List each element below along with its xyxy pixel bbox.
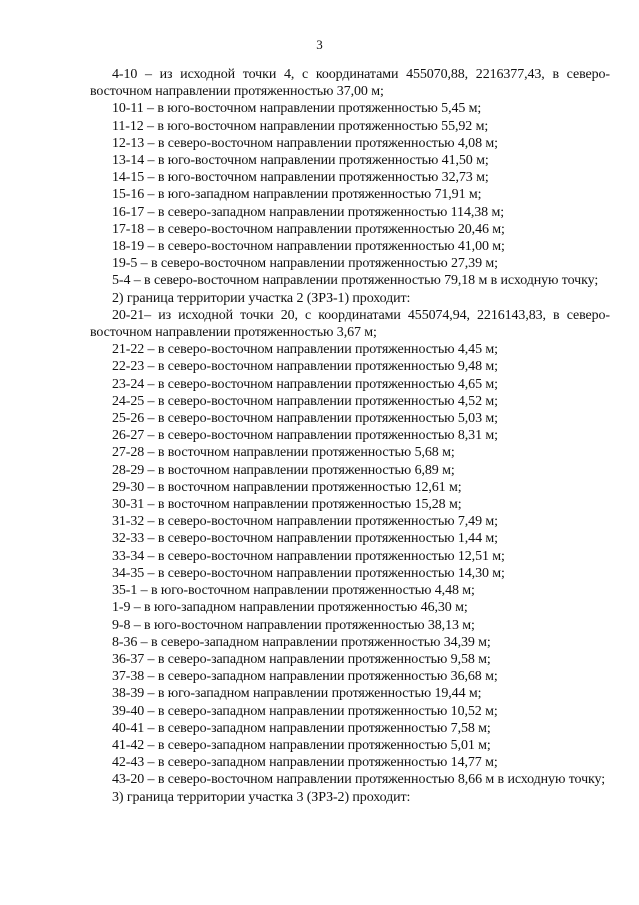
boundary-segment-line: 13-14 – в юго-восточном направлении протяженностью 41,50 м; — [112, 153, 489, 169]
boundary-segment-line: 16-17 – в северо-западном направлении протяженностью 114,38 м; — [112, 204, 505, 220]
boundary-segment-line: 9-8 – в юго-восточном направлении протяженностью 38,13 м; — [112, 617, 475, 633]
boundary-segment-line: 37-38 – в северо-западном направлении протяженностью 36,68 м; — [112, 669, 498, 685]
boundary-segment-line: 32-33 – в северо-восточном направлении протяженностью 1,44 м; — [112, 531, 498, 547]
boundary-segment-line: 26-27 – в северо-восточном направлении протяженностью 8,31 м; — [112, 428, 498, 444]
boundary-segment-line: 30-31 – в восточном направлении протяженностью 15,28 м; — [112, 497, 462, 513]
boundary-segment-line: 38-39 – в юго-западном направлении протяженностью 19,44 м; — [112, 686, 482, 702]
boundary-segment-paragraph: 43-20 – в северо-восточном направлении протяженностью 8,66 м в исходную точку; — [112, 772, 606, 788]
boundary-segment-line: 17-18 – в северо-восточном направлении протяженностью 20,46 м; — [112, 221, 505, 237]
boundary-segment-line: 11-12 – в юго-восточном направлении протяженностью 55,92 м; — [112, 118, 489, 134]
boundary-segment-line: 21-22 – в северо-восточном направлении протяженностью 4,45 м; — [112, 342, 498, 358]
boundary-segment-line: 24-25 – в северо-восточном направлении протяженностью 4,52 м; — [112, 393, 498, 409]
boundary-segment-line: 23-24 – в северо-восточном направлении протяженностью 4,65 м; — [112, 376, 498, 392]
boundary-segment-line: 1-9 – в юго-западном направлении протяженностью 46,30 м; — [112, 600, 468, 616]
boundary-segment-line: 40-41 – в северо-западном направлении протяженностью 7,58 м; — [112, 720, 491, 736]
boundary-segment-line: 29-30 – в восточном направлении протяженностью 12,61 м; — [112, 479, 462, 495]
boundary-segment-line: 42-43 – в северо-западном направлении протяженностью 14,77 м; — [112, 755, 498, 771]
section-heading: 3) граница территории участка 3 (ЗРЗ-2) проходит: — [112, 789, 411, 805]
boundary-segment-line: 41-42 – в северо-западном направлении протяженностью 5,01 м; — [112, 737, 491, 753]
boundary-segment-paragraph: 20-21– из исходной точки 20, с координатами 455074,94, 2216143,83, в северо-восточном направлении протяженностью 3,67 м; — [90, 307, 610, 341]
boundary-segment-line: 19-5 – в северо-восточном направлении протяженностью 27,39 м; — [112, 256, 498, 272]
boundary-segment-line: 15-16 – в юго-западном направлении протяженностью 71,91 м; — [112, 187, 482, 203]
boundary-segment-line: 31-32 – в северо-восточном направлении протяженностью 7,49 м; — [112, 514, 498, 530]
boundary-segment-line: 34-35 – в северо-восточном направлении протяженностью 14,30 м; — [112, 565, 505, 581]
boundary-segment-line: 10-11 – в юго-восточном направлении протяженностью 5,45 м; — [112, 101, 482, 117]
boundary-segment-line: 12-13 – в северо-восточном направлении протяженностью 4,08 м; — [112, 135, 498, 151]
boundary-segment-line: 39-40 – в северо-западном направлении протяженностью 10,52 м; — [112, 703, 498, 719]
document-body — [90, 66, 610, 806]
boundary-segment-paragraph: 5-4 – в северо-восточном направлении протяженностью 79,18 м в исходную точку; — [112, 273, 599, 289]
boundary-segment-line: 8-36 – в северо-западном направлении протяженностью 34,39 м; — [112, 634, 491, 650]
boundary-segment-line: 18-19 – в северо-восточном направлении протяженностью 41,00 м; — [112, 239, 505, 255]
boundary-segment-line: 14-15 – в юго-восточном направлении протяженностью 32,73 м; — [112, 170, 489, 186]
boundary-segment-line: 28-29 – в восточном направлении протяженностью 6,89 м; — [112, 462, 455, 478]
boundary-segment-paragraph: 4-10 – из исходной точки 4, с координатами 455070,88, 2216377,43, в северо-восточном направлении протяженностью 37,00 м; — [90, 67, 610, 100]
boundary-segment-line: 22-23 – в северо-восточном направлении протяженностью 9,48 м; — [112, 359, 498, 375]
page-number: 3 — [316, 37, 323, 52]
boundary-segment-line: 35-1 – в юго-восточном направлении протяженностью 4,48 м; — [112, 583, 475, 599]
boundary-segment-line: 25-26 – в северо-восточном направлении протяженностью 5,03 м; — [112, 411, 498, 427]
boundary-segment-line: 36-37 – в северо-западном направлении протяженностью 9,58 м; — [112, 651, 491, 667]
section-heading: 2) граница территории участка 2 (ЗРЗ-1) проходит: — [112, 290, 411, 306]
boundary-segment-line: 33-34 – в северо-восточном направлении протяженностью 12,51 м; — [112, 548, 505, 564]
boundary-segment-line: 27-28 – в восточном направлении протяженностью 5,68 м; — [112, 445, 455, 461]
